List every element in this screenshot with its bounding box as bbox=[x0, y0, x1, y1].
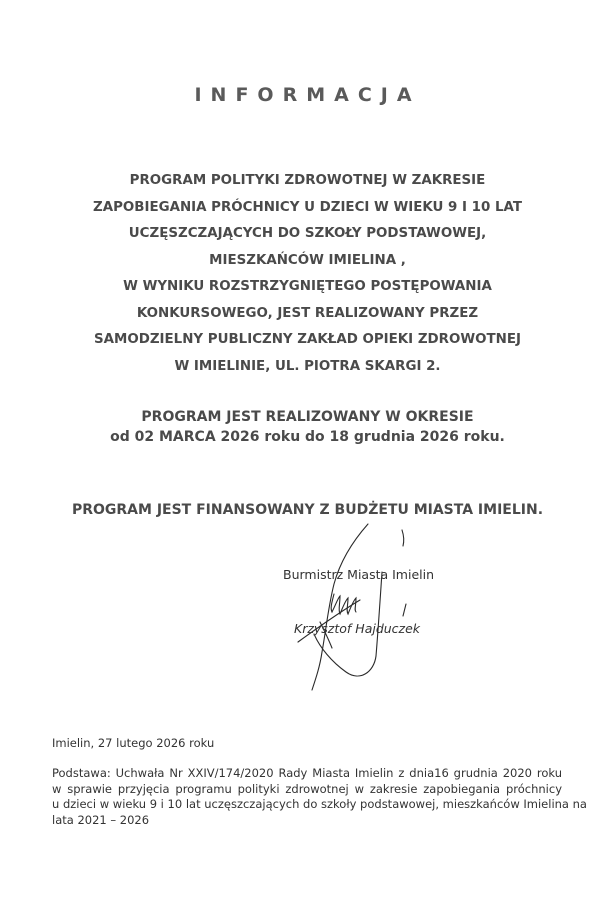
legal-basis bbox=[52, 766, 587, 828]
financing-line: PROGRAM JEST FINANSOWANY Z BUDŻETU MIASTA IMIELIN. bbox=[71, 502, 544, 518]
program-line: SAMODZIELNY PUBLICZNY ZAKŁAD OPIEKI ZDROWOTNEJ bbox=[94, 332, 521, 347]
program-line: PROGRAM POLITYKI ZDROWOTNEJ W ZAKRESIE bbox=[129, 173, 486, 188]
period-line: PROGRAM JEST REALIZOWANY W OKRESIE bbox=[141, 409, 474, 425]
signatory-name: Krzysztof Hajduczek bbox=[294, 621, 421, 636]
program-line: UCZĘSZCZAJĄCYCH DO SZKOŁY PODSTAWOWEJ, bbox=[128, 226, 487, 241]
signatory-title: Burmistrz Miasta Imielin bbox=[283, 567, 435, 582]
handwritten-signature-icon bbox=[290, 522, 420, 692]
legal-basis-line: w sprawie przyjęcia programu polityki zdrowotnej w zakresie zapobiegania próchnicy bbox=[52, 781, 562, 796]
legal-basis-line: lata 2021 – 2026 bbox=[52, 812, 150, 827]
program-line: KONKURSOWEGO, JEST REALIZOWANY PRZEZ bbox=[136, 305, 479, 321]
program-line: ZAPOBIEGANIA PRÓCHNICY U DZIECI W WIEKU 9 I 10 LAT bbox=[93, 199, 522, 215]
program-financing bbox=[0, 497, 615, 524]
program-line: W IMIELINIE, UL. PIOTRA SKARGI 2. bbox=[174, 358, 441, 374]
place-and-date: Imielin, 27 lutego 2026 roku bbox=[52, 736, 215, 750]
program-line: MIESZKAŃCÓW IMIELINA , bbox=[209, 252, 406, 268]
period-line: od 02 MARCA 2026 roku do 18 grudnia 2026 roku. bbox=[110, 429, 505, 445]
program-period bbox=[0, 407, 615, 447]
program-line: W WYNIKU ROZSTRZYGNIĘTEGO POSTĘPOWANIA bbox=[123, 279, 492, 294]
legal-basis-line: u dzieci w wieku 9 i 10 lat uczęszczających do szkoły podstawowej, mieszkańców Imielina na bbox=[52, 797, 587, 811]
program-description bbox=[0, 168, 615, 380]
legal-basis-line: Podstawa: Uchwała Nr XXIV/174/2020 Rady Miasta Imielin z dnia16 grudnia 2020 roku bbox=[52, 766, 562, 780]
document-title: INFORMACJA bbox=[194, 84, 421, 106]
